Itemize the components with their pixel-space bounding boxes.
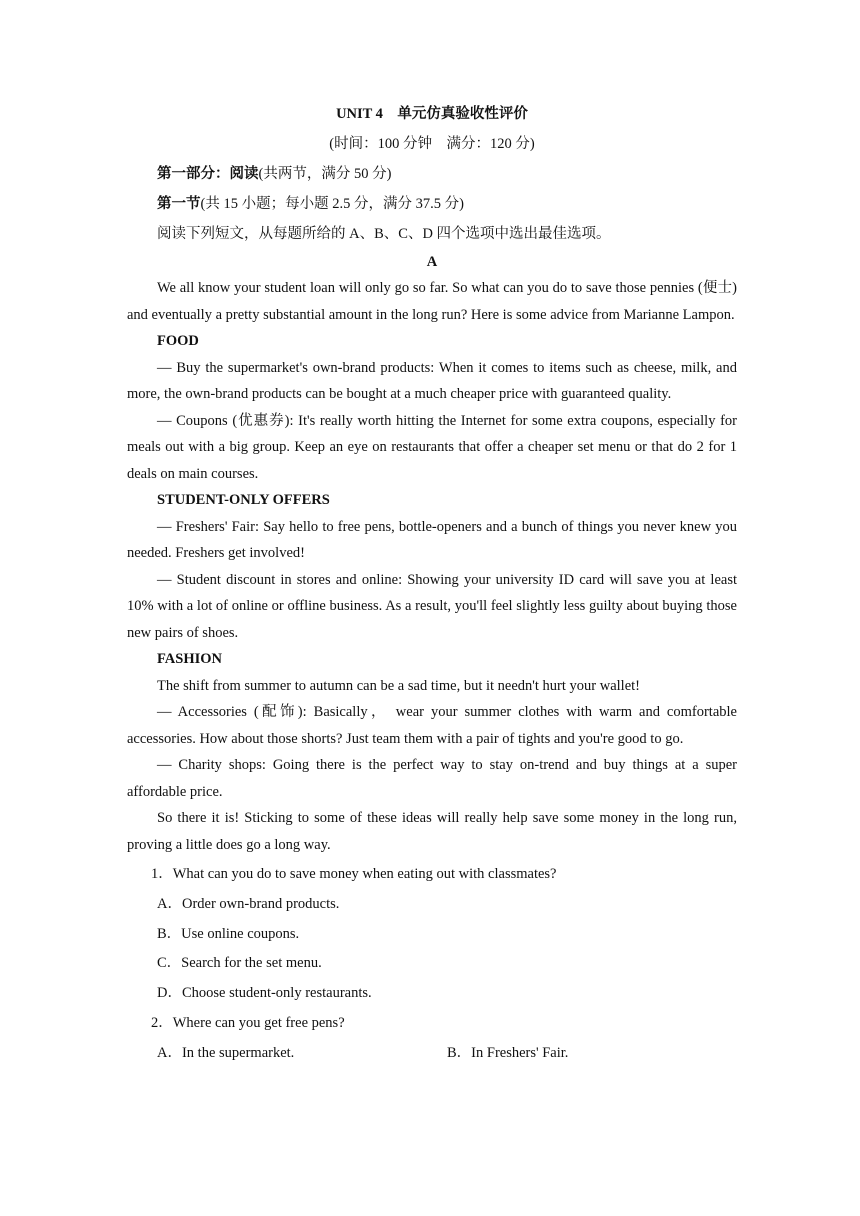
section1-instruction: 阅读下列短文，从每题所给的 A、B、C、D 四个选项中选出最佳选项。 (157, 226, 611, 242)
question-stem: 2．Where can you get free pens? (151, 1014, 345, 1031)
answer-option-row (127, 1039, 737, 1069)
part1-heading (127, 161, 737, 187)
fashion-intro: The shift from summer to autumn can be a sad time, but it needn't hurt your wallet! (157, 677, 641, 694)
answer-option: D．Choose student-only restaurants. (157, 985, 372, 1002)
answer-option: B．In Freshers' Fair. (447, 1044, 569, 1061)
part1-heading-label: 第一部分：阅读 (157, 166, 259, 182)
document-content (127, 101, 737, 1069)
answer-option: C．Search for the set menu. (157, 955, 322, 972)
page-title (127, 101, 737, 127)
answer-option: A．In the supermarket. (157, 1044, 295, 1061)
food-tip-coupons: — Coupons (优惠券): It's really worth hitting the Internet for some extra coupons, especially for meals out with a big group. Keep an eye on restaurants that offer a cheaper set menu or that do 2 for 1 deals on main courses. (127, 412, 737, 482)
question-stem: 1．What can you do to save money when eating out with classmates? (151, 866, 557, 882)
food-heading: FOOD (157, 333, 199, 349)
answer-option: A．Order own-brand products. (157, 895, 340, 912)
section1-heading-detail: (共 15 小题；每小题 2.5 分，满分 37.5 分) (200, 196, 464, 212)
passage-conclusion: So there it is! Sticking to some of these ideas will really help save some money in the long run, proving a little does go a long way. (127, 810, 737, 853)
passage-label: A (426, 254, 438, 270)
passage-intro: We all know your student loan will only go so far. So what can you do to save those pennies (便士) and eventually a pretty substantial amount in the long run? Here is some advice from Marianne Lampon. (127, 280, 737, 323)
part1-heading-detail: (共两节，满分 50 分) (258, 166, 392, 182)
answer-option: B．Use online coupons. (157, 925, 300, 942)
food-tip-own-brand: — Buy the supermarket's own-brand products: When it comes to items such as cheese, milk, and more, the own-brand products can be bought at a much cheaper price with guaranteed quality. (127, 359, 737, 402)
offers-heading: STUDENT-ONLY OFFERS (157, 492, 330, 508)
offers-tip-discount: — Student discount in stores and online: Showing your university ID card will save you at least 10% with a lot of online or offline business. As a result, you'll feel slightly less guilty about buying those new pairs of shoes. (127, 571, 737, 641)
fashion-tip-accessories: — Accessories (配饰): Basically， wear your summer clothes with warm and comfortable accessories. How about those shorts? Just team them with a pair of tights and you're good to go. (127, 704, 737, 747)
section1-heading-label: 第一节 (157, 196, 201, 212)
section1-heading (127, 191, 737, 217)
fashion-heading: FASHION (157, 651, 222, 667)
title-text: UNIT 4 单元仿真验收性评价 (336, 106, 528, 122)
fashion-tip-charity: — Charity shops: Going there is the perfect way to stay on-trend and buy things at a super affordable price. (127, 757, 737, 800)
offers-tip-freshers: — Freshers' Fair: Say hello to free pens, bottle-openers and a bunch of things you never knew you needed. Freshers get involved! (127, 518, 737, 561)
exam-meta: (时间：100 分钟 满分：120 分) (329, 136, 535, 152)
